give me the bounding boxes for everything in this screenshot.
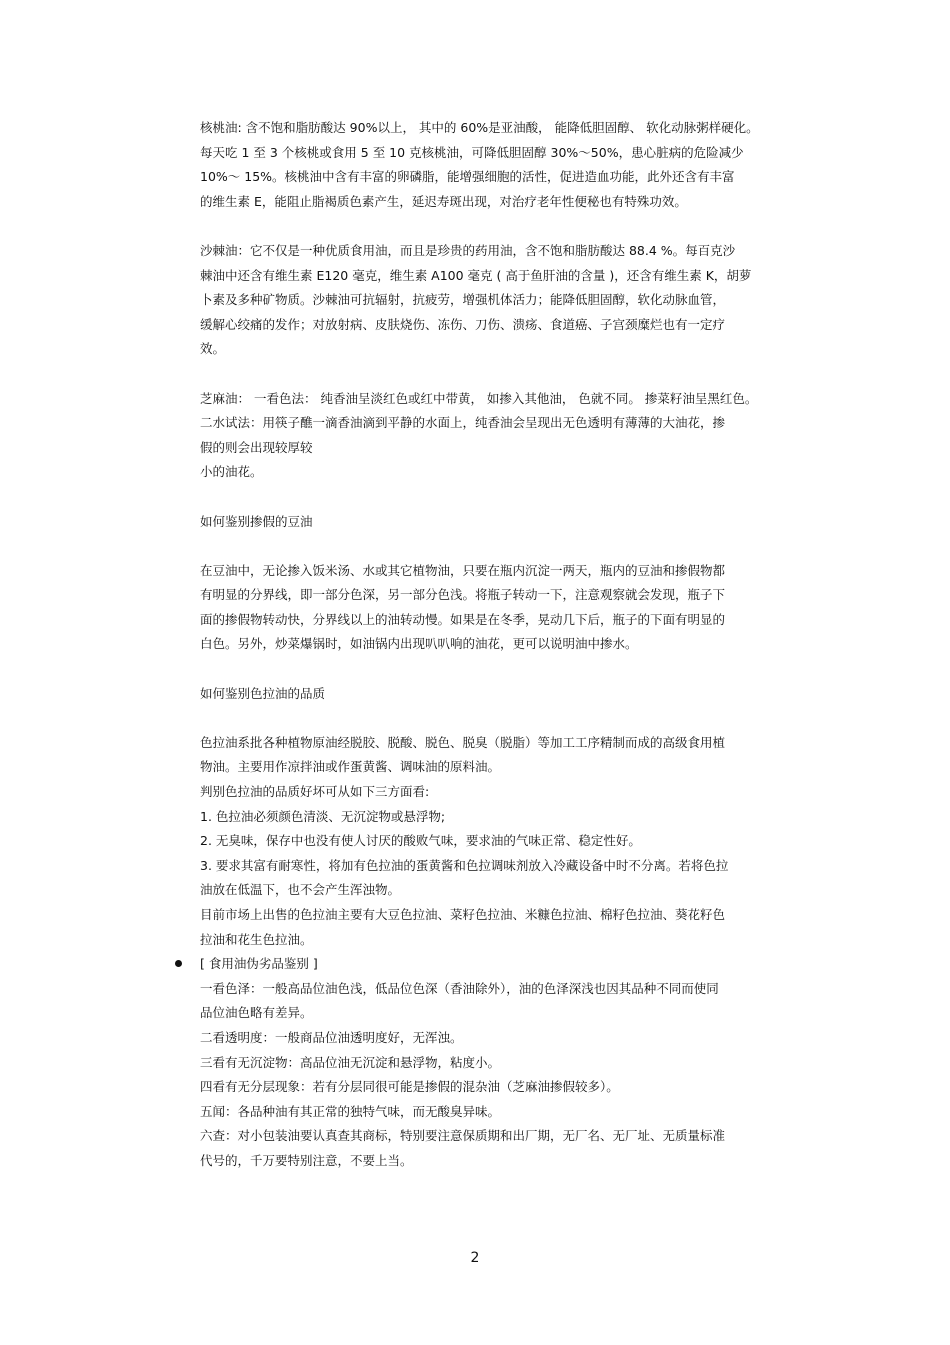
text-line: 有明显的分界线，即一部分色深，另一部分色浅。将瓶子转动一下，注意观察就会发现，瓶子下 [200, 587, 726, 603]
text-line: 效。 [200, 341, 226, 357]
text-line: 小的油花。 [200, 464, 263, 480]
text-line: 物油。主要用作凉拌油或作蛋黄酱、调味油的原料油。 [200, 759, 501, 775]
soy-oil-paragraph [200, 559, 810, 657]
text-line: 品位油色略有差异。 [200, 1005, 313, 1021]
soy-oil-heading: 如何鉴别掺假的豆油 [200, 513, 313, 529]
paragraph-gap [200, 706, 810, 731]
text-line: 面的掺假物转动快，分界线以上的油转动慢。如果是在冬季，晃动几下后，瓶子的下面有明显的 [200, 611, 726, 627]
text-line: 三看有无沉淀物：高品位油无沉淀和悬浮物，粘度小。 [200, 1054, 501, 1070]
text-line: 代号的，千万要特别注意，不要上当。 [200, 1152, 413, 1168]
page-content [200, 116, 810, 1174]
salad-oil-paragraph [200, 731, 810, 952]
paragraph-gap [200, 214, 810, 239]
text-line: 色拉油系批各种植物原油经脱胶、脱酸、脱色、脱臭（脱脂）等加工工序精制而成的高级食用植 [200, 734, 726, 750]
text-line: 拉油和花生色拉油。 [200, 931, 313, 947]
text-line: 2. 无臭味，保存中也没有使人讨厌的酸败气味，要求油的气味正常、稳定性好。 [200, 833, 641, 849]
salad-oil-heading: 如何鉴别色拉油的品质 [200, 685, 326, 701]
text-line: 沙棘油：它不仅是一种优质食用油，而且是珍贵的药用油，含不饱和脂肪酸达 88.4 %。每百克沙 [200, 242, 736, 258]
sesame-oil-paragraph [200, 387, 810, 485]
text-line: 五闻：各品种油有其正常的独特气味，而无酸臭异味。 [200, 1103, 501, 1119]
text-line: 1. 色拉油必须颜色清淡、无沉淀物或悬浮物; [200, 808, 446, 824]
text-line: 核桃油: 含不饱和脂肪酸达 90%以上， 其中的 60%是亚油酸， 能降低胆固醇、 软化动脉粥样硬化。 [200, 120, 759, 135]
bullet-dot-icon [175, 960, 182, 967]
text-line: 目前市场上出售的色拉油主要有大豆色拉油、菜籽色拉油、米糠色拉油、棉籽色拉油、葵花籽色 [200, 907, 726, 922]
text-line: 每天吃 1 至 3 个核桃或食用 5 至 10 克核桃油，可降低胆固醇 30%～50%，患心脏病的危险减少 [200, 144, 744, 160]
text-line: 缓解心绞痛的发作；对放射病、皮肤烧伤、冻伤、刀伤、溃疡、食道癌、子宫颈糜烂也有一定疗 [200, 316, 726, 332]
text-line: 六查：对小包装油要认真查其商标，特别要注意保质期和出厂期，无厂名、无厂址、无质量标准 [200, 1128, 726, 1144]
text-line: 芝麻油： 一看色法： 纯香油呈淡红色或红中带黄， 如掺入其他油， 色就不同。 掺菜籽油呈黑红色。 [200, 390, 758, 406]
text-line: 判别色拉油的品质好坏可从如下三方面看: [200, 784, 430, 800]
text-line: 在豆油中，无论掺入饭米汤、水或其它植物油，只要在瓶内沉淀一两天，瓶内的豆油和掺假物都 [200, 562, 726, 578]
text-line: 卜素及多种矿物质。沙棘油可抗辐射，抗疲劳，增强机体活力；能降低胆固醇，软化动脉血管， [200, 292, 726, 308]
fake-oil-section [200, 952, 810, 1173]
text-line: 四看有无分层现象：若有分层同很可能是掺假的混杂油（芝麻油掺假较多）。 [200, 1079, 619, 1095]
walnut-oil-paragraph [200, 116, 810, 214]
text-line: 棘油中还含有维生素 E120 毫克，维生素 A100 毫克 ( 高于鱼肝油的含量 )，还含有维生素 K，胡萝 [200, 267, 752, 283]
text-line: 的维生素 E，能阻止脂褐质色素产生，延迟寿斑出现，对治疗老年性便秘也有特殊功效。 [200, 193, 687, 209]
text-line: 油放在低温下，也不会产生浑浊物。 [200, 882, 401, 898]
page-number: 2 [470, 1250, 480, 1266]
paragraph-gap [200, 657, 810, 682]
text-line: 二水试法：用筷子醮一滴香油滴到平静的水面上，纯香油会呈现出无色透明有薄薄的大油花，掺 [200, 415, 726, 431]
text-line: 一看色泽：一般高品位油色浅，低品位色深（香油除外），油的色泽深浅也因其品种不同而使同 [200, 980, 719, 996]
seabuckthorn-oil-paragraph [200, 239, 810, 362]
text-line: 3. 要求其富有耐寒性，将加有色拉油的蛋黄酱和色拉调味剂放入冷藏设备中时不分离。若将色拉 [200, 857, 729, 873]
text-line: 假的则会出现较厚较 [200, 439, 313, 455]
text-line: 二看透明度：一般商品位油透明度好，无浑浊。 [200, 1029, 463, 1045]
text-line: 10%～ 15%。核桃油中含有丰富的卵磷脂，能增强细胞的活性，促进造血功能，此外还含有丰富 [200, 169, 735, 185]
fake-oil-heading: [ 食用油伪劣品鉴别 ] [200, 956, 318, 972]
text-line: 白色。另外，炒菜爆锅时，如油锅内出现叭叭响的油花，更可以说明油中掺水。 [200, 636, 638, 652]
paragraph-gap [200, 485, 810, 510]
paragraph-gap [200, 362, 810, 387]
paragraph-gap [200, 534, 810, 559]
